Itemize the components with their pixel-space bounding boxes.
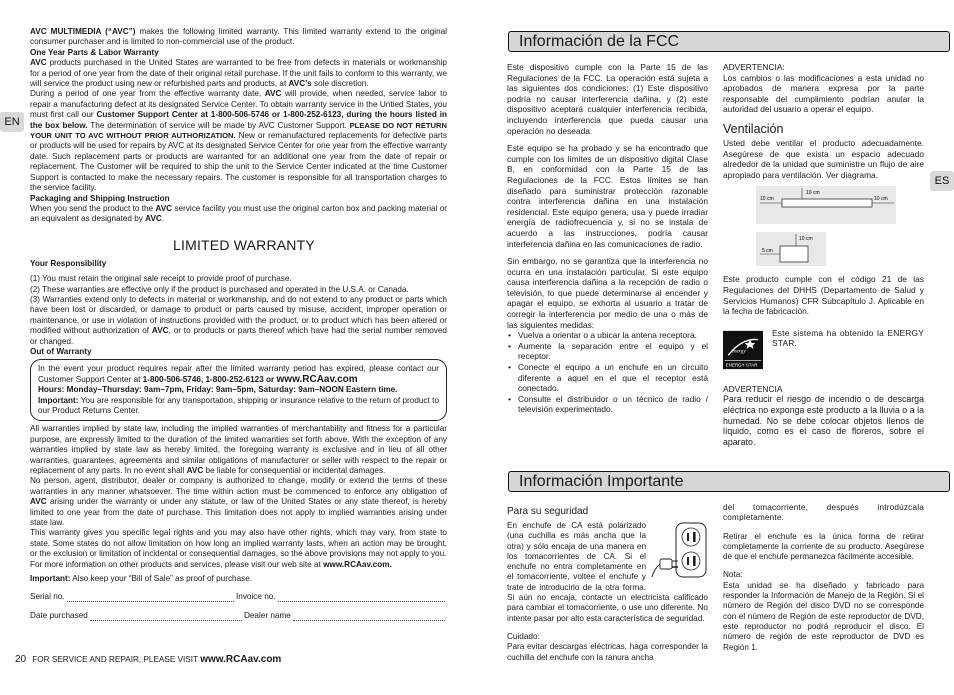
dealer-field [293, 613, 445, 621]
ventilation-top-icon [756, 186, 896, 226]
important-info-title-banner: Información Importante [508, 471, 950, 492]
implied-warranties-paragraph: All warranties implied by state law, including the implied warranties of merchantability and fitness for a particular purpose, are expressly limited to the duration of the limited warranties set forth above. With the exception of any warranties implied by state law as hereby limited, the foregoing warranty is exclusive and in lieu of all other warranties, guarantees, agreements and similar obligations of manufacturer or seller with respect to the repair or replacement of any parts. In no event shall AVC be liable for consequential or incidental damages. [30, 424, 447, 476]
date-label: Date purchased [30, 610, 88, 620]
bill-of-sale-note: Important: Also keep your “Bill of Sale” as proof of purchase. [30, 574, 253, 584]
warning-2-label: ADVERTENCIA [723, 383, 783, 394]
dim-left: 10 cm [760, 196, 774, 203]
dim-side-top: 10 cm [799, 236, 813, 243]
box-hours: Hours: Monday–Thursday: 9am–7pm, Friday: 9am–5pm, Saturday: 9am–NOON Eastern time. [38, 385, 398, 395]
energy-star-logo-icon [723, 328, 763, 372]
fcc-paragraph-3: Sin embargo, no se garantiza que la interferencia no ocurra en una instalación particular. Si este equipo causa interferencia dañina a la recepción de radio o televisión, lo que puede determinarse al encender y apagar el equipo, se exhorta al usuario a tratar de corregir la interferencia por medio de una o más de las siguientes medidas: [507, 256, 708, 330]
out-of-warranty-box [30, 359, 447, 421]
date-field [90, 613, 242, 621]
ventilation-side-icon [756, 232, 826, 268]
safety-text: En enchufe de CA está polarizado (una cuchilla es más ancha que la otra) y sólo encaja de una manera en los tomacorrientes de CA. Si el enchufe no entra completamente en el tomacorriente, voltee el enchufe y trate de introducirlo de la otra forma. Si aún no encaja, contacte un electricista calificado para cambiar el tomacorriente, o use uno diferente. No intente pasar por alto esta característica de seguridad. [507, 521, 708, 623]
serial-invoice-row [30, 592, 447, 602]
footer-website-link[interactable]: www.RCAav.com [200, 654, 282, 665]
energy-star-text: Este sistema ha obtenido la ENERGY STAR. [772, 327, 924, 349]
ventilation-diagram-side [756, 232, 924, 268]
ventilation-text: Usted debe ventilar el producto adecuadamente. Asegúrese de que exista un espacio adecuado alrededor de la unidad que suministre un flujo de aire apropiado para ventilación. Ver diagrama. [723, 137, 924, 180]
energy-star-label: ENERGY STAR [725, 362, 758, 368]
ventilation-heading: Ventilación [723, 121, 784, 136]
dealer-label: Dealer name [243, 610, 291, 620]
invoice-field [278, 594, 445, 602]
limited-warranty-heading: LIMITED WARRANTY [173, 236, 315, 253]
dim-right: 10 cm [874, 196, 888, 203]
fcc-column-left [507, 62, 708, 415]
energy-star-block [723, 328, 924, 372]
intro-paragraph: AVC MULTIMEDIA (“AVC”) makes the following limited warranty. This limited warranty extend to the original consumer purchaser and is limited to non-commercial use of the product. [30, 27, 448, 47]
page-number: 20 [15, 654, 27, 665]
dim-top: 10 cm [806, 190, 820, 197]
no-person-paragraph: No person, agent, distributor, dealer or company is authorized to change, modify or extend the terms of these warranties in any manner whatsoever. The time within action must be commenced to enforce any obligation of AVC arising under the warranty or under any statute, or law of the United States or any state thereof, is hereby limited to one year from the date of purchase. This limitation does not apply to implied warranties arising under state law. [30, 476, 447, 528]
fcc-title-banner: Información de la FCC [508, 31, 950, 52]
box-important: Important: You are responsible for any transportation, shipping or insurance relative to the return of product to our Product Returns Center. [38, 395, 439, 415]
note-text: Esta unidad se ha diseñado y fabricado para responder la Información de Manejo de la Región. Si el número de Región del disco DVD no se corresponde con el número de Región de este reproductor de DVD, este reproductor no podrá reproducir el disco. El número de región de este reproductor de DVD es Región 1. [723, 580, 924, 652]
responsibility-3: (3) Warranties extend only to defects in material or workmanship, and do not extend to any product or parts which have been lost or discarded, or damage to product or parts caused by misuse, accident, improper operation or maintenance, or use in violation of instructions provided with the product, or to product which has been altered or modified without authorization of AVC, or to products or parts thereof which have had the serial number removed or changed. [30, 294, 447, 346]
legal-rights-paragraph: This warranty gives you specific legal rights and you may also have other rights, which may vary, from state to state. Some states do not allow limitation on how long an implied warranty lasts, when an action may be brought, or the exclusion or limitation of incidental or consequential damages, so the above provisions may not apply to you. [30, 528, 447, 559]
heading-out-of-warranty: Out of Warranty [30, 346, 92, 356]
serial-field [67, 594, 234, 602]
dim-side-left: 5 cm [762, 248, 773, 255]
fcc-paragraph-2: Este equipo se ha probado y se ha encontrado que cumple con los límites de un dispositivo digital Clase B, en conformidad con la Parte 15 de las Regulaciones de la FCC. Estos límites se han diseñado para suministrar protección razonable contra interferencia dañina en una instalación residencial. Este equipo genera, usa y puede irradiar energía de radiofrecuencia y, si no se instala de acuerdo a las instrucciones, podría causar interferencia dañina en las comunicaciones de radio. [507, 143, 708, 249]
box-website-link[interactable]: www.RCAav.com [276, 373, 358, 385]
language-tab-en: EN [0, 112, 24, 132]
responsibility-2: (2) These warranties are effective only if the product is purchased and operated in the U.S.A. or Canada. [30, 284, 409, 294]
caution-heading: Cuidado: [507, 631, 540, 641]
ventilation-diagram-top [756, 186, 924, 226]
more-info-paragraph: For more information on other products and services, please visit our web site at www.RCAav.com. [30, 559, 392, 569]
responsibility-1: (1) You must retain the original sale receipt to provide proof of purchase. [30, 274, 292, 284]
important-column-right [723, 503, 924, 653]
note-heading: Nota: [723, 570, 743, 580]
important-column-left [507, 501, 708, 663]
fcc-measures-list [507, 330, 708, 415]
caution-text: Para evitar descargas eléctricas, haga corresponder la cuchilla del enchufe con la ranura ancha [507, 642, 708, 662]
warning-2-text: Para reducir el riesgo de incendio o de descarga eléctrica no exponga este producto a la lluvia o a la humedad. No se debe colocar objetos llenos de líquido, como es el caso de floreros, sobre el aparato. [723, 394, 924, 447]
date-dealer-row [30, 611, 447, 621]
box-contact: In the event your product requires repair after the limited warranty period has expired, please contact our Customer Support Center at 1-800-506-5746, 1-800-252-6123 or www.RCAav.com [38, 364, 439, 385]
list-item: • Aumente la separación entre el equipo y el receptor. [507, 341, 708, 362]
fcc-column-right [723, 62, 924, 447]
one-year-paragraph: AVC products purchased in the United States are warranted to be free from defects in materials or workmanship for a period of one year from the date of their original retail purchase. If the unit fails to conform to this warranty, we will service the product using new or refurbished parts and products, at AVC’s sole discretion. [30, 58, 447, 89]
dhhs-text: Este producto cumple con el código 21 de las Regulaciones del DHHS (Departamento de Salud y Servicios Humanos) CFR Subcapítulo J. Aplicable en la fecha de fabricación. [723, 274, 924, 317]
footer [15, 654, 455, 665]
heading-one-year: One Year Parts & Labor Warranty [30, 47, 159, 57]
list-item: • Consulte el distribuidor o un técnico de radio / televisión experimentado. [507, 394, 708, 415]
heading-responsibility: Your Responsibility [30, 258, 107, 268]
packaging-paragraph: When you send the product to the AVC service facility you must use the original carton box and packing material or an equivalent as designated by AVC. [30, 203, 447, 224]
warning-text: Los cambios o las modificaciones a esta unidad no aprobados de manera expresa por la parte responsable del cumplimiento podrían anular la autoridad del usuario a operar el equipo. [723, 72, 924, 115]
heading-packaging: Packaging and Shipping Instruction [30, 193, 170, 203]
list-item: • Conecte el equipo a un enchufe en un circuito diferente a aquel en el que el receptor está conectado. [507, 362, 708, 394]
list-item: • Vuelva a orientar o a ubicar la antena receptora. [507, 330, 708, 341]
safety-heading: Para su seguridad [507, 506, 589, 517]
website-link[interactable]: www.RCAav.com. [323, 559, 392, 569]
right-page [477, 0, 954, 695]
serial-label: Serial no. [30, 591, 65, 601]
language-tab-es: ES [930, 171, 954, 191]
service-paragraph: During a period of one year from the effective warranty date, AVC will provide, when needed, service labor to repair a manufacturing defect at its designated Service Center. To obtain warranty service in the Untied States, you must first call our Customer Support Center at 1-800-506-5746 or 1-800-252-6123, during the hours listed in the box below. The determination of service will be made by AVC Customer Support. PLEASE DO NOT RETURN YOUR UNIT TO AVC WITHOUT PRIOR AUTHORIZATION. New or remanufactured replacements for defective parts or products will be used for repairs by AVC at its designated Service Center for one year from the effective warranty date. Such replacement parts or products are warranted for an additional one year from the date of repair or replacement. The Customer will be required to ship the unit to the Service Center indicated at the time Customer Support is contacted to make the necessary repairs. The customer is responsible for all transportation charges to the service facility. [30, 89, 448, 193]
footer-text: FOR SERVICE AND REPAIR, PLEASE VISIT [32, 655, 201, 664]
invoice-label: Invoice no. [236, 591, 276, 601]
warranty-text [30, 27, 447, 621]
polarized-plug-icon [650, 521, 708, 581]
caution-continued: del tomacorriente, después introdúzcala completamente. [723, 503, 924, 523]
fcc-paragraph-1: Este dispositivo cumple con la Parte 15 de las Regulaciones de la FCC. La operación está sujeta a las siguientes dos condiciones: (1) Este dispositivo podría no causar interferencia dañina, y (2) este dispositivo aceptará cualquier interferencia recibida, incluyendo interferencia que pueda causar una operación no deseada. [507, 62, 708, 136]
energy-script: energy [731, 348, 746, 355]
warning-label: ADVERTENCIA: [723, 62, 785, 72]
unplug-text: Retirar el enchufe es la única forma de retirar completamente la corriente de su producto. Asegúrese de que el enchufe permanezca fácilmente accesible. [723, 531, 924, 562]
